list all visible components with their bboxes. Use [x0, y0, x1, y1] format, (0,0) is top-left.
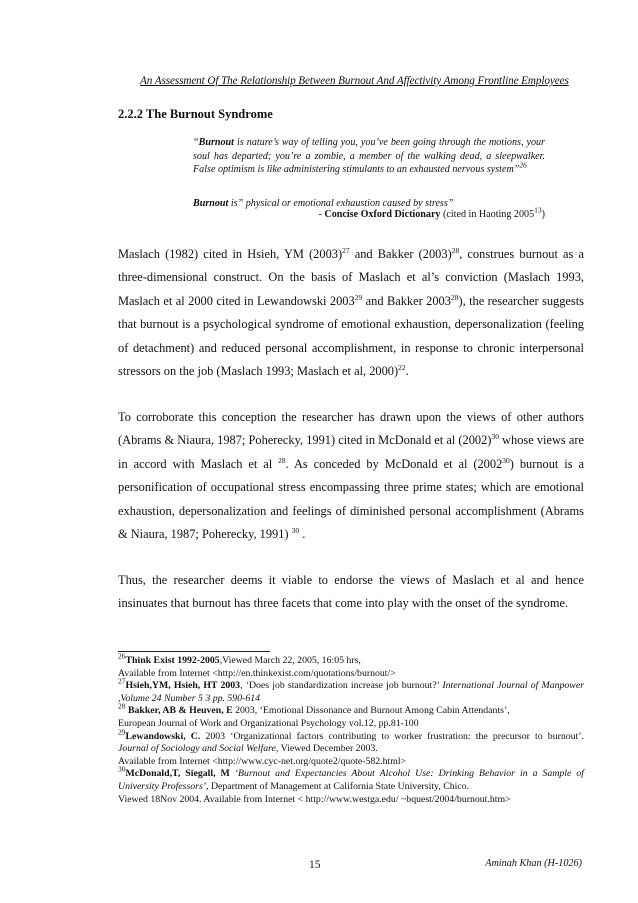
- footnote-29: [118, 727, 584, 769]
- footnote-ref: 28: [450, 292, 459, 302]
- footnote-title: Lewandowski, C.: [125, 730, 201, 742]
- footnote-text: 2003 ‘Organizational factors contributing to worker frustration: the precursor to burnout’.: [200, 730, 584, 742]
- paragraph-text: ) burnout is a personification of occupational stress encompassing three prime states; which are emotional exhaustion, depersonalization and feelings of diminished personal accomplishment (Abrams & Niaura, 1987; Poherecky, 1991): [118, 456, 584, 542]
- footnote-text: , Department of Management at California State University, Chico.: [206, 780, 470, 792]
- footnote-journal: ‘Burnout and Expectancies About Alcohol Use: Drinking Behavior in a Sample of University Professors’: [118, 768, 584, 792]
- paragraph-text: Maslach (1982) cited in Hsieh, YM (2003): [118, 247, 343, 261]
- footnotes: [118, 651, 584, 806]
- author-tag: Aminah Khan (H-1026): [485, 858, 582, 869]
- footnote-ref: 26: [519, 160, 527, 170]
- footnote-number: 26: [118, 651, 126, 661]
- footnote-ref: 29: [354, 292, 363, 302]
- paragraph-text: .: [405, 364, 409, 379]
- footnote-ref: 30: [291, 525, 300, 535]
- body-paragraph-2: [118, 406, 584, 546]
- open-quote: “: [193, 137, 199, 148]
- paragraph-text: .: [299, 527, 306, 542]
- footnote-ref: 13: [534, 205, 542, 215]
- footnote-text: 2003, ‘Emotional Dissonance and Burnout Among Cabin Attendants’,: [232, 705, 510, 717]
- page-number: 15: [309, 859, 321, 871]
- footnote-text: European Journal of Work and Organizational Psychology vol.12, pp.81-100: [118, 717, 419, 729]
- paragraph-text: and Bakker 2003: [362, 293, 451, 308]
- footnote-separator: [118, 651, 270, 652]
- footnote-number: 27: [118, 676, 126, 686]
- running-header: An Assessment Of The Relationship Between Burnout And Affectivity Among Frontline Employees: [140, 75, 569, 87]
- footnote-number: 28: [118, 702, 126, 712]
- body-paragraph-3: Thus, the researcher deems it viable to endorse the views of Maslach et al and hence insinuates that burnout has three facets that come into play with the onset of the syndrome.: [118, 573, 584, 611]
- paragraph-text: , construes burnout as a three-dimensional construct. On the basis of Maslach et al’s conviction (Maslach 1993, Maslach et al 2000 cited in Lewandowski 2003: [118, 247, 585, 308]
- footnote-26: [118, 651, 584, 680]
- paragraph-text: and Bakker (2003): [349, 247, 452, 261]
- epigraph-quote: [193, 136, 545, 177]
- footnote-text: ,Viewed March 22, 2005, 16:05 hrs,: [219, 655, 361, 666]
- footnote-title: Think Exist 1992-2005: [125, 655, 220, 666]
- footnote-ref: 22: [398, 362, 406, 372]
- footnote-ref: 27: [342, 245, 350, 255]
- section-heading: 2.2.2 The Burnout Syndrome: [118, 107, 273, 121]
- footnote-title: McDonald,T, Siegall, M: [125, 768, 230, 780]
- footnote-title: Bakker, AB & Heuven, E: [125, 705, 233, 717]
- footnote-ref: 28: [451, 245, 460, 255]
- definition-term: Burnout: [193, 198, 229, 209]
- attribution-dash: -: [318, 209, 325, 220]
- attribution-cite: (cited in Haoting 2005: [440, 209, 535, 220]
- footnote-text: Available from Internet <http://www.cyc-net.org/quote2/quote-582.html>: [118, 755, 407, 767]
- footnote-ref: 28: [278, 455, 286, 465]
- footnote-30: [118, 765, 584, 806]
- footnote-journal: International Journal of Manpower ,Volume 24 Number 5 3 pp. 590-614: [118, 680, 584, 704]
- epigraph-text: is nature’s way of telling you, you’ve been going through the motions, your soul has departed; you’re a zombie, a member of the walking dead, a sleepwalker. False optimism is like administering stimulants to an exhausted nervous system”: [193, 137, 545, 176]
- paragraph-text: . As conceded by McDonald et al (2002: [285, 456, 503, 471]
- footnote-ref: 30: [491, 432, 499, 442]
- footnote-text: , Viewed December 2003.: [275, 743, 378, 755]
- footnote-journal: Journal of Sociology and Social Welfare: [118, 743, 276, 755]
- paragraph-text: To corroborate this conception the researcher has drawn upon the views of other authors (Abrams & Niaura, 1987; Poherecky, 1991) cited in McDonald et al (2002): [118, 410, 584, 448]
- footnote-title: Hsieh,YM, Hsieh, HT 2003: [125, 680, 241, 692]
- attribution-source: Concise Oxford Dictionary: [324, 209, 441, 220]
- attribution-close: ): [541, 209, 545, 220]
- paragraph-text: whose views are in accord with Maslach et al: [118, 433, 584, 471]
- footnote-28: [118, 702, 584, 730]
- paragraph-text: ), the researcher suggests that burnout is a psychological syndrome of emotional exhaustion, depersonalization (feeling of detachment) and reduced personal accomplishment, in response to chronic interpersonal stressors on the job (Maslach 1993; Maslach et al, 2000): [118, 293, 585, 379]
- definition-text: is” physical or emotional exhaustion caused by stress”: [228, 198, 454, 209]
- footnote-ref: 30: [502, 455, 510, 465]
- footnote-text: Viewed 18Nov 2004. Available from Internet < http://www.westga.edu/ ~bquest/2004/burnout.htm>: [118, 793, 511, 805]
- definition-attribution: [193, 205, 545, 220]
- footnote-number: 30: [118, 765, 126, 775]
- footnote-text: , ‘Does job standardization increase job burnout?’: [240, 680, 443, 692]
- footnote-number: 29: [118, 727, 126, 737]
- footnote-text: Available from Internet <http://en.thinkexist.com/quotations/burnout/>: [118, 667, 396, 679]
- footnote-27: [118, 676, 584, 705]
- body-paragraph-1: [118, 243, 584, 383]
- epigraph-term: Burnout: [198, 137, 234, 148]
